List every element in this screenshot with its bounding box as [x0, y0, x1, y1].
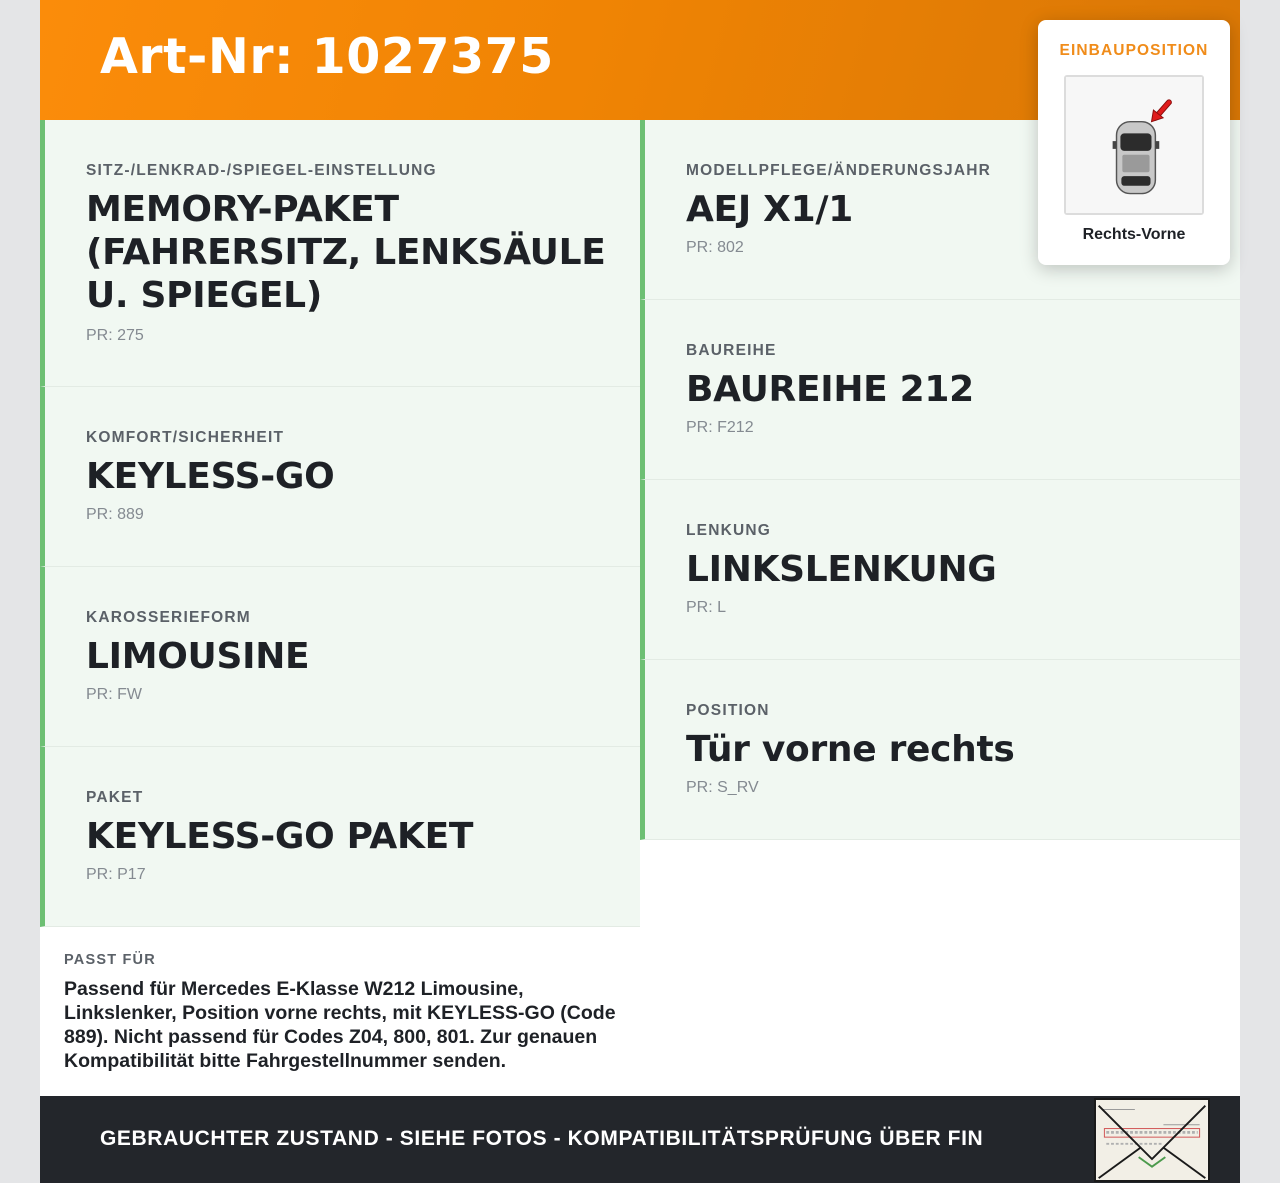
info-cell-paket	[40, 747, 640, 927]
info-value: Tür vorne rechts	[686, 729, 1015, 770]
info-value: LIMOUSINE	[86, 636, 310, 677]
info-label: LENKUNG	[686, 522, 772, 539]
info-cell-position	[640, 660, 1240, 840]
info-label: PAKET	[86, 789, 144, 806]
info-pr-code: PR: L	[686, 599, 727, 616]
info-pr-code: PR: P17	[86, 866, 146, 883]
info-pr-code: PR: 889	[86, 506, 144, 523]
info-cell-memory-paket	[40, 120, 640, 387]
info-cell-komfort	[40, 387, 640, 567]
info-label: KOMFORT/SICHERHEIT	[86, 429, 285, 446]
registration-document-icon	[1094, 1098, 1210, 1182]
compatibility-section	[40, 927, 640, 1096]
info-value: KEYLESS-GO	[86, 456, 335, 497]
info-value: MEMORY-PAKET (FAHRERSITZ, LENKSÄULE U. SPIEGEL)	[86, 189, 606, 316]
info-cell-lenkung	[640, 480, 1240, 660]
info-pr-code: PR: FW	[86, 686, 142, 703]
envelope-icon	[1096, 1100, 1208, 1180]
info-pr-code: PR: 802	[686, 239, 744, 256]
info-label: MODELLPFLEGE/ÄNDERUNGSJAHR	[686, 162, 992, 179]
footer-slogan: GEBRAUCHTER ZUSTAND - SIEHE FOTOS - KOMPATIBILITÄTSPRÜFUNG ÜBER FIN	[100, 1127, 984, 1150]
info-pr-code: PR: 275	[86, 327, 144, 344]
info-label: BAUREIHE	[686, 342, 777, 359]
info-value: KEYLESS-GO PAKET	[86, 816, 474, 857]
compatibility-label: PASST FÜR	[64, 952, 156, 968]
info-value: BAUREIHE 212	[686, 369, 974, 410]
einbauposition-title: EINBAUPOSITION	[1059, 42, 1209, 59]
article-number: Art-Nr: 1027375	[100, 28, 554, 85]
info-pr-code: PR: S_RV	[686, 779, 759, 796]
info-cell-baureihe	[640, 300, 1240, 480]
left-column	[40, 120, 640, 927]
footer-bar	[40, 1096, 1240, 1183]
info-label: SITZ-/LENKRAD-/SPIEGEL-EINSTELLUNG	[86, 162, 437, 179]
car-body	[1113, 122, 1160, 194]
info-value: LINKSLENKUNG	[686, 549, 997, 590]
info-cell-karosserieform	[40, 567, 640, 747]
car-top-view-icon	[1066, 77, 1202, 213]
info-label: POSITION	[686, 702, 770, 719]
car-position-image	[1064, 75, 1204, 215]
info-pr-code: PR: F212	[686, 419, 754, 436]
compatibility-text: Passend für Mercedes E-Klasse W212 Limousine, Linkslenker, Position vorne rechts, mit KEYLESS-GO (Code 889). Nicht passend für Codes Z04, 800, 801. Zur genauen Kompatibilität bitte Fahrgestellnummer senden.	[64, 978, 616, 1072]
einbauposition-card	[1038, 20, 1230, 265]
info-value: AEJ X1/1	[686, 189, 853, 230]
einbauposition-caption: Rechts-Vorne	[1082, 226, 1186, 243]
info-label: KAROSSERIEFORM	[86, 609, 251, 626]
